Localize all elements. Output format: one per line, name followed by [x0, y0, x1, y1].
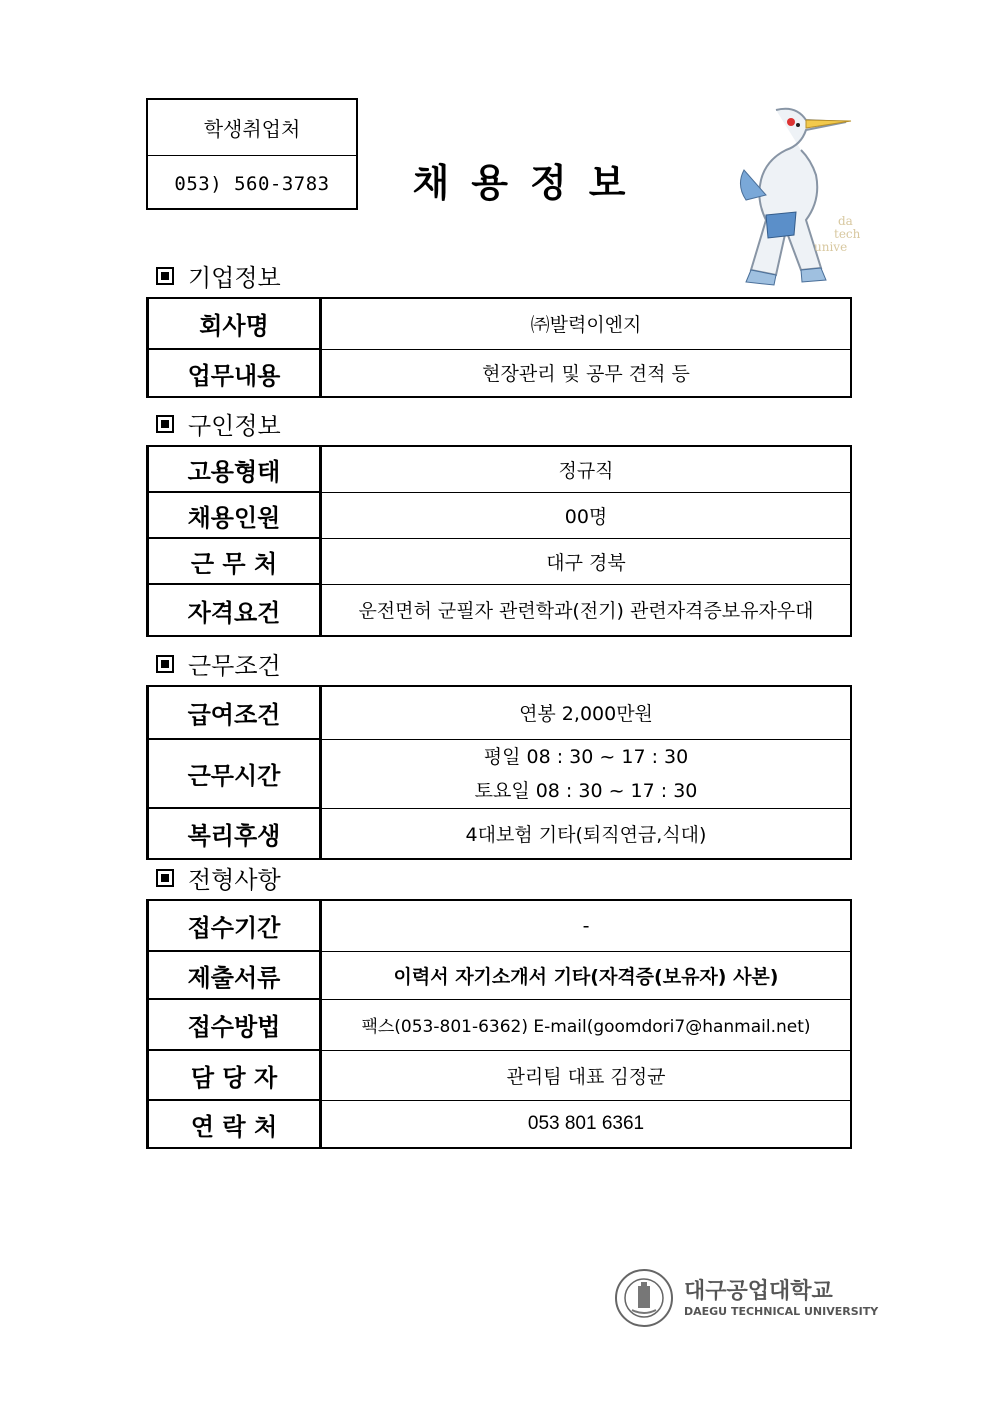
contact-phone: 053) 560-3783 — [148, 155, 356, 211]
table-row — [148, 538, 852, 584]
row-value: 053 801 6361 — [321, 1100, 852, 1148]
row-label: 연 락 처 — [148, 1100, 321, 1148]
square-bullet-icon — [156, 267, 174, 285]
table-row — [148, 808, 852, 859]
square-bullet-icon — [156, 655, 174, 673]
row-value: 관리팀 대표 김정균 — [321, 1050, 852, 1100]
mascot-image — [706, 100, 861, 290]
row-label: 제출서류 — [148, 951, 321, 999]
square-bullet-icon — [156, 415, 174, 433]
contact-label: 학생취업처 — [203, 117, 301, 141]
recruit-table — [146, 445, 852, 637]
row-value: 정규직 — [321, 446, 852, 492]
row-label: 근무시간 — [148, 739, 321, 808]
row-label: 고용형태 — [148, 446, 321, 492]
row-label: 채용인원 — [148, 492, 321, 538]
university-name-en: DAEGU TECHNICAL UNIVERSITY — [684, 1304, 879, 1318]
row-label: 접수기간 — [148, 900, 321, 951]
row-value: - — [321, 900, 852, 951]
section-heading-text: 근무조건 — [188, 652, 281, 680]
table-row — [148, 1100, 852, 1148]
row-value: 연봉 2,000만원 — [321, 686, 852, 739]
square-bullet-icon — [156, 869, 174, 887]
svg-text:da: da — [838, 214, 853, 228]
section-company-heading — [156, 258, 281, 293]
section-selection-heading — [156, 860, 281, 895]
table-row — [148, 298, 852, 349]
row-label: 근 무 처 — [148, 538, 321, 584]
table-row — [148, 446, 852, 492]
university-logo — [614, 1268, 878, 1328]
selection-table — [146, 899, 852, 1149]
table-row — [148, 349, 852, 397]
table-row — [148, 584, 852, 636]
row-value: ㈜발력이엔지 — [321, 298, 852, 349]
table-row — [148, 951, 852, 999]
section-heading-text: 전형사항 — [188, 866, 281, 894]
row-value: 운전면허 군필자 관련학과(전기) 관련자격증보유자우대 — [321, 584, 852, 636]
conditions-table — [146, 685, 852, 860]
row-value: 현장관리 및 공무 견적 등 — [321, 349, 852, 397]
row-value: 대구 경북 — [321, 538, 852, 584]
svg-text:unive: unive — [814, 240, 848, 254]
table-row — [148, 686, 852, 739]
row-value: 팩스(053-801-6362) E-mail(goomdori7@hanmail.net) — [321, 999, 852, 1050]
row-value: 4대보험 기타(퇴직연금,식대) — [321, 808, 852, 859]
row-label: 복리후생 — [148, 808, 321, 859]
row-label: 급여조건 — [148, 686, 321, 739]
table-row — [148, 999, 852, 1050]
svg-text:tech: tech — [834, 227, 861, 241]
page-title: 채용정보 — [412, 161, 648, 205]
contact-box — [146, 98, 358, 210]
row-value — [321, 739, 852, 808]
row-label: 자격요건 — [148, 584, 321, 636]
weekday-hours: 평일 08 : 30 ~ 17 : 30 — [483, 745, 689, 768]
company-table — [146, 297, 852, 398]
section-conditions-heading — [156, 646, 281, 681]
row-label: 담 당 자 — [148, 1050, 321, 1100]
section-heading-text: 기업정보 — [188, 264, 281, 292]
table-row — [148, 900, 852, 951]
row-label: 업무내용 — [148, 349, 321, 397]
row-value: 00명 — [321, 492, 852, 538]
university-name-kr: 대구공업대학교 — [684, 1278, 833, 1304]
table-row — [148, 739, 852, 808]
row-value: 이력서 자기소개서 기타(자격증(보유자) 사본) — [321, 951, 852, 999]
table-row — [148, 492, 852, 538]
table-row — [148, 1050, 852, 1100]
section-heading-text: 구인정보 — [188, 412, 281, 440]
row-label: 접수방법 — [148, 999, 321, 1050]
saturday-hours: 토요일 08 : 30 ~ 17 : 30 — [474, 779, 698, 802]
university-seal-icon — [614, 1268, 674, 1328]
row-label: 회사명 — [148, 298, 321, 349]
section-recruit-heading — [156, 406, 281, 441]
